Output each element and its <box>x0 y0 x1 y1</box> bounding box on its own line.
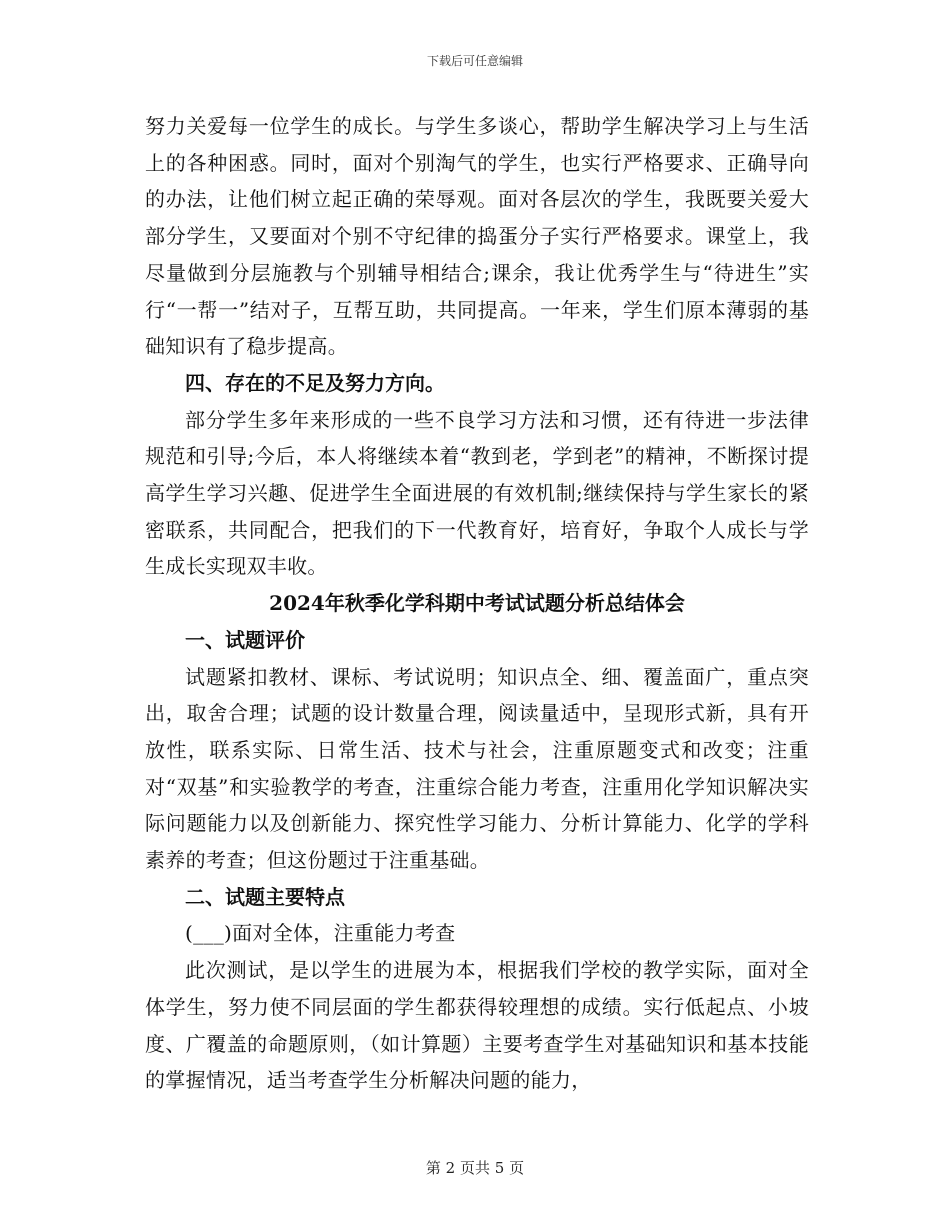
page-header: 下载后可任意编辑 <box>426 54 523 68</box>
heading-main-features: 二、试题主要特点 <box>185 884 345 909</box>
paragraph-shortcomings: 部分学生多年来形成的一些不良学习方法和习惯，还有待进一步法律规范和引导;今后，本人将继续本着“教到老，学到老”的精神，不断探讨提高学生学习兴趣、促进学生全面进展的有效机制;继续保持与学生家长的紧密联系，共同配合，把我们的下一代教育好，培育好，争取个人成长与学生成长实现双丰收。 <box>145 407 809 579</box>
document-body <box>145 108 809 1099</box>
heading-exam-evaluation: 一、试题评价 <box>185 627 305 652</box>
heading-shortcomings: 四、存在的不足及努力方向。 <box>185 370 445 395</box>
document-title: 2024年秋季化学科期中考试试题分析总结体会 <box>269 591 685 616</box>
paragraph-exam-evaluation: 试题紧扣教材、课标、考试说明；知识点全、细、覆盖面广，重点突出，取舍合理；试题的设计数量合理，阅读量适中，呈现形式新，具有开放性，联系实际、日常生活、技术与社会，注重原题变式和改变；注重对“双基”和实验教学的考查，注重综合能力考查，注重用化学知识解决实际问题能力以及创新能力、探究性学习能力、分析计算能力、化学的学科素养的考查；但这份题过于注重基础。 <box>145 664 809 873</box>
subheading-all-students: (___)面对全体，注重能力考查 <box>185 921 456 946</box>
page-number: 第 2 页共 5 页 <box>425 1159 525 1177</box>
paragraph-care-students: 努力关爱每一位学生的成长。与学生多谈心，帮助学生解决学习上与生活上的各种困惑。同时，面对个别淘气的学生，也实行严格要求、正确导向的办法，让他们树立起正确的荣辱观。面对各层次的学生，我既要关爱大部分学生，又要面对个别不守纪律的捣蛋分子实行严格要求。课堂上，我尽量做到分层施教与个别辅导相结合;课余，我让优秀学生与“待进生”实行“一帮一”结对子，互帮互助，共同提高。一年来，学生们原本薄弱的基础知识有了稳步提高。 <box>145 114 809 359</box>
paragraph-all-students: 此次测试，是以学生的进展为本，根据我们学校的教学实际，面对全体学生，努力使不同层面的学生都获得较理想的成绩。实行低起点、小坡度、广覆盖的命题原则，（如计算题）主要考查学生对基础知识和基本技能的掌握情况，适当考查学生分析解决问题的能力， <box>145 958 809 1093</box>
